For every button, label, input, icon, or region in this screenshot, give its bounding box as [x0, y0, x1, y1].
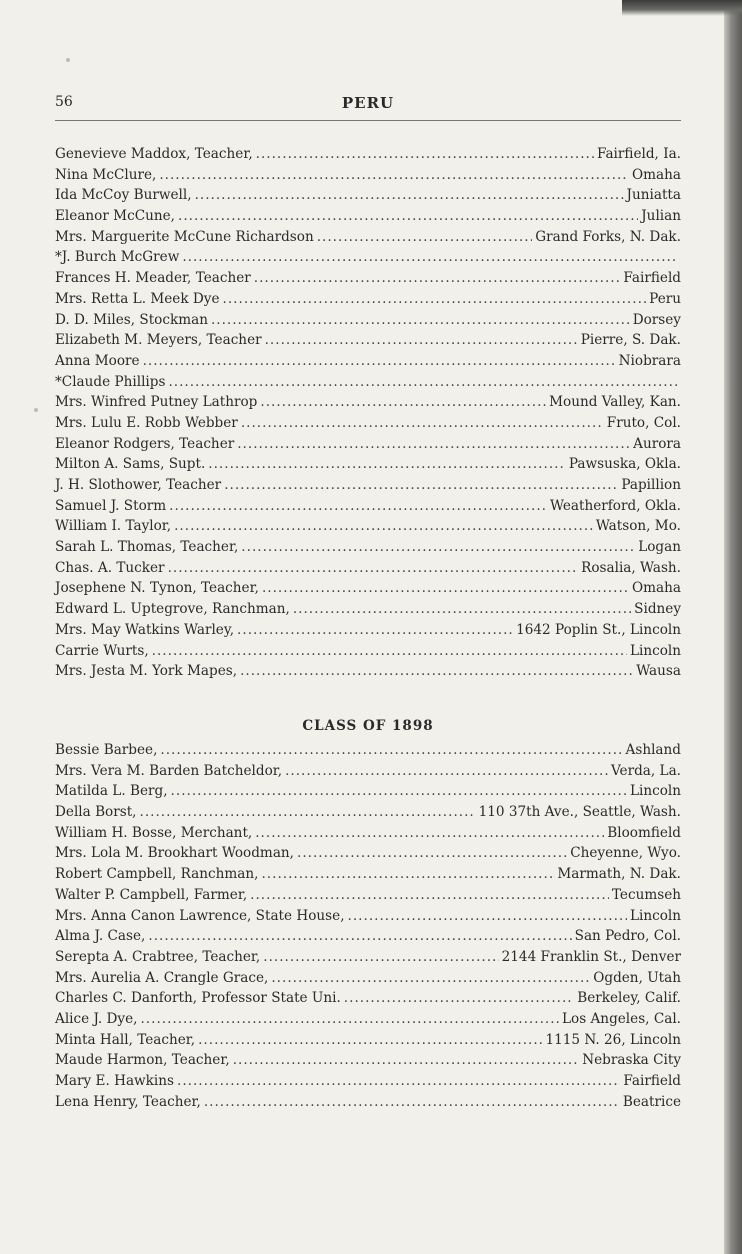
list-item: [55, 825, 681, 846]
list-item: [55, 1032, 681, 1053]
alumnus-location: Fruto, Col.: [606, 414, 681, 431]
list-item: [55, 866, 681, 887]
list-item: [55, 1073, 681, 1094]
leader-dots: [169, 498, 547, 514]
leader-dots: [204, 1094, 620, 1110]
alumnus-location: 1115 N. 26, Lincoln: [545, 1031, 681, 1048]
alumnus-location: Ogden, Utah: [593, 969, 681, 986]
leader-dots: [265, 332, 578, 348]
alumnus-name: J. H. Slothower, Teacher: [55, 477, 222, 493]
alumnus-location: Fairfield: [623, 270, 681, 287]
list-item: [55, 187, 681, 208]
alumnus-location: Tecumseh: [611, 886, 681, 903]
leader-dots: [208, 456, 566, 472]
list-item: [55, 908, 681, 929]
alumnus-location: Los Angeles, Cal.: [561, 1010, 681, 1027]
alumnus-location: 2144 Franklin St., Denver: [501, 948, 681, 965]
leader-dots: [250, 887, 609, 903]
paper-speck: [66, 58, 70, 62]
alumnus-location: Papillion: [621, 477, 681, 493]
list-item: [55, 229, 681, 250]
alumnus-name: Eleanor McCune,: [55, 208, 175, 225]
leader-dots: [168, 374, 678, 390]
leader-dots: [198, 1032, 542, 1048]
alumnus-location: 110 37th Ave., Seattle, Wash.: [478, 804, 681, 821]
list-item: [55, 990, 681, 1011]
alumnus-location: San Pedro, Col.: [574, 928, 681, 945]
alumnus-location: Marmath, N. Dak.: [557, 866, 681, 883]
alumnus-location: Dorsey: [632, 311, 681, 328]
alumnus-location: Pierre, S. Dak.: [580, 332, 681, 349]
leader-dots: [140, 1011, 559, 1027]
leader-dots: [344, 990, 574, 1006]
leader-dots: [260, 394, 546, 410]
alumnus-location: Weatherford, Okla.: [550, 497, 681, 514]
list-item: [55, 949, 681, 970]
list-item: [55, 394, 681, 415]
list-item: [55, 374, 681, 395]
alumnus-name: Mrs. Winfred Putney Lathrop: [55, 394, 258, 411]
leader-dots: [233, 1052, 580, 1068]
paper-speck: [34, 408, 38, 412]
alumnus-name: Eleanor Rodgers, Teacher: [55, 435, 235, 452]
alumnus-location: Verda, La.: [610, 762, 681, 779]
list-item: [55, 643, 681, 664]
list-item: [55, 539, 681, 560]
alumnus-name: Mrs. Vera M. Barden Batcheldor,: [55, 762, 283, 779]
leader-dots: [262, 580, 629, 596]
alumnus-name: Anna Moore: [55, 352, 140, 369]
leader-dots: [159, 167, 629, 183]
alumnus-name: Serepta A. Crabtree, Teacher,: [55, 948, 261, 965]
list-item: [55, 580, 681, 601]
alumnus-location: Fairfield, Ia.: [596, 146, 681, 162]
leader-dots: [241, 415, 604, 431]
list-item: [55, 415, 681, 436]
alumnus-location: Cheyenne, Wyo.: [570, 845, 681, 862]
leader-dots: [178, 208, 638, 224]
alumni-list-continued: [55, 146, 681, 684]
alumnus-location: Rosalia, Wash.: [581, 559, 681, 576]
list-item: [55, 1094, 681, 1115]
alumnus-name: Mrs. Lola M. Brookhart Woodman,: [55, 845, 295, 862]
leader-dots: [254, 270, 621, 286]
leader-dots: [182, 249, 678, 265]
alumnus-name: Nina McClure,: [55, 166, 157, 183]
alumnus-name: Sarah L. Thomas, Teacher,: [55, 539, 239, 556]
leader-dots: [263, 949, 498, 965]
alumnus-name: Matilda L. Berg,: [55, 783, 168, 800]
alumnus-location: Fairfield: [623, 1073, 681, 1089]
page-edge-shadow: [724, 0, 742, 1254]
alumnus-name: Chas. A. Tucker: [55, 559, 165, 576]
leader-dots: [256, 146, 594, 162]
list-item: [55, 167, 681, 188]
list-item: [55, 312, 681, 333]
alumnus-name: Walter P. Campbell, Farmer,: [55, 886, 248, 903]
list-item: [55, 477, 681, 498]
list-item: [55, 887, 681, 908]
alumnus-name: Mrs. Retta L. Meek Dye: [55, 290, 220, 307]
list-item: [55, 146, 681, 167]
alumnus-location: Watson, Mo.: [595, 518, 681, 535]
list-item: [55, 663, 681, 684]
alumnus-location: Grand Forks, N. Dak.: [535, 228, 681, 245]
alumni-list-1898: [55, 742, 681, 1114]
list-item: [55, 332, 681, 353]
alumnus-name: Frances H. Meader, Teacher: [55, 270, 251, 287]
leader-dots: [255, 825, 604, 841]
leader-dots: [240, 663, 633, 679]
class-heading: CLASS OF 1898: [302, 718, 434, 734]
list-item: [55, 1052, 681, 1073]
alumnus-name: Mary E. Hawkins: [55, 1073, 174, 1089]
alumnus-name: Della Borst,: [55, 804, 137, 821]
alumnus-location: Ashland: [625, 742, 681, 758]
leader-dots: [237, 436, 630, 452]
leader-dots: [293, 601, 631, 617]
list-item: [55, 601, 681, 622]
alumnus-name: Josephene N. Tynon, Teacher,: [55, 580, 259, 597]
list-item: [55, 270, 681, 291]
alumnus-name: *J. Burch McGrew: [55, 249, 180, 266]
alumnus-name: D. D. Miles, Stockman: [55, 311, 208, 328]
leader-dots: [195, 187, 624, 203]
list-item: [55, 249, 681, 270]
list-item: [55, 518, 681, 539]
list-item: [55, 783, 681, 804]
alumnus-name: Alma J. Case,: [55, 928, 146, 945]
leader-dots: [271, 970, 590, 986]
leader-dots: [223, 291, 647, 307]
alumnus-location: Berkeley, Calif.: [577, 990, 681, 1007]
list-item: [55, 436, 681, 457]
alumnus-location: Wausa: [636, 663, 681, 680]
alumnus-name: Elizabeth M. Meyers, Teacher: [55, 332, 262, 349]
leader-dots: [177, 1073, 620, 1089]
alumnus-location: Niobrara: [618, 352, 681, 369]
header-rule: [55, 120, 681, 121]
list-item: [55, 208, 681, 229]
alumnus-location: Logan: [638, 539, 681, 556]
alumnus-name: William H. Bosse, Merchant,: [55, 824, 253, 841]
list-item: [55, 845, 681, 866]
alumnus-name: *Claude Phillips: [55, 373, 166, 390]
leader-dots: [237, 622, 513, 638]
leader-dots: [152, 643, 627, 659]
alumnus-location: Julian: [641, 208, 681, 225]
alumnus-location: Mound Valley, Kan.: [549, 394, 681, 411]
list-item: [55, 1011, 681, 1032]
alumnus-name: Minta Hall, Teacher,: [55, 1031, 196, 1048]
alumnus-location: Peru: [649, 290, 681, 307]
alumnus-name: Alice J. Dye,: [55, 1010, 138, 1027]
alumnus-location: Lincoln: [629, 907, 681, 924]
leader-dots: [143, 353, 616, 369]
alumnus-name: Maude Harmon, Teacher,: [55, 1052, 230, 1069]
alumnus-name: Genevieve Maddox, Teacher,: [55, 146, 253, 162]
alumnus-location: Bloomfield: [607, 824, 681, 841]
leader-dots: [160, 742, 622, 758]
page-header: [55, 94, 681, 116]
alumnus-location: Aurora: [633, 435, 681, 452]
alumnus-location: Nebraska City: [582, 1052, 681, 1069]
alumnus-name: Robert Campbell, Ranchman,: [55, 866, 259, 883]
page-corner-shadow: [622, 0, 742, 16]
leader-dots: [140, 804, 476, 820]
alumnus-location: Juniatta: [626, 187, 681, 204]
list-item: [55, 353, 681, 374]
alumnus-name: Samuel J. Storm: [55, 497, 167, 514]
leader-dots: [285, 763, 608, 779]
alumnus-name: Milton A. Sams, Supt.: [55, 456, 206, 473]
alumnus-location: Lincoln: [629, 642, 681, 659]
list-item: [55, 763, 681, 784]
alumnus-location: Pawsuska, Okla.: [568, 456, 681, 473]
list-item: [55, 456, 681, 477]
alumnus-location: 1642 Poplin St., Lincoln: [516, 621, 681, 638]
alumnus-name: William I. Taylor,: [55, 518, 172, 535]
alumnus-name: Mrs. Aurelia A. Crangle Grace,: [55, 969, 269, 986]
list-item: [55, 498, 681, 519]
leader-dots: [211, 312, 630, 328]
list-item: [55, 928, 681, 949]
alumnus-name: Mrs. Marguerite McCune Richardson: [55, 228, 314, 245]
running-title: PERU: [341, 94, 395, 112]
leader-dots: [317, 229, 533, 245]
alumnus-name: Bessie Barbee,: [55, 742, 158, 758]
alumnus-name: Mrs. Jesta M. York Mapes,: [55, 663, 238, 680]
alumnus-location: Lincoln: [629, 783, 681, 800]
alumnus-location: Omaha: [632, 166, 681, 183]
list-item: [55, 970, 681, 991]
list-item: [55, 804, 681, 825]
list-item: [55, 291, 681, 312]
leader-dots: [168, 560, 579, 576]
alumnus-location: Sidney: [634, 601, 681, 618]
leader-dots: [148, 928, 571, 944]
alumnus-name: Lena Henry, Teacher,: [55, 1093, 201, 1110]
leader-dots: [224, 477, 618, 493]
leader-dots: [297, 845, 567, 861]
alumnus-name: Charles C. Danforth, Professor State Uni.: [55, 990, 341, 1007]
list-item: [55, 560, 681, 581]
alumnus-name: Mrs. May Watkins Warley,: [55, 621, 235, 638]
alumnus-location: Beatrice: [622, 1093, 681, 1110]
alumnus-location: Omaha: [632, 580, 681, 597]
leader-dots: [261, 866, 554, 882]
alumnus-name: Ida McCoy Burwell,: [55, 187, 192, 204]
leader-dots: [171, 783, 627, 799]
alumnus-name: Mrs. Anna Canon Lawrence, State House,: [55, 907, 345, 924]
alumnus-name: Mrs. Lulu E. Robb Webber: [55, 414, 238, 431]
leader-dots: [174, 518, 593, 534]
leader-dots: [241, 539, 635, 555]
list-item: [55, 742, 681, 763]
list-item: [55, 622, 681, 643]
alumnus-name: Edward L. Uptegrove, Ranchman,: [55, 601, 290, 618]
leader-dots: [348, 908, 627, 924]
page-number: 56: [55, 94, 73, 110]
alumnus-name: Carrie Wurts,: [55, 642, 149, 659]
